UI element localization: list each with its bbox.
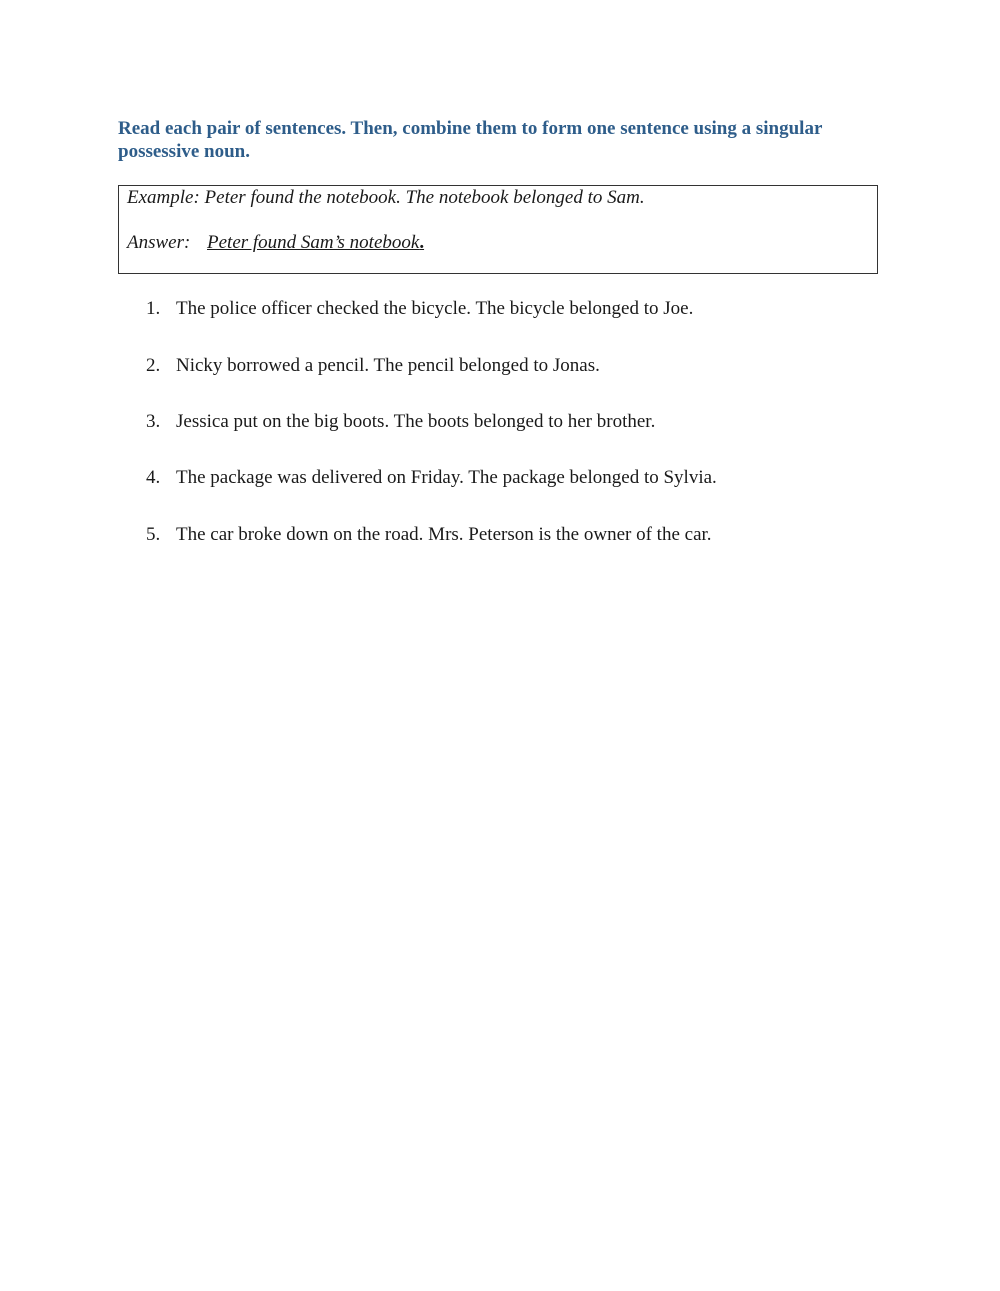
question-number: 5. — [146, 524, 161, 545]
example-answer — [127, 231, 424, 255]
question-text: The police officer checked the bicycle. The bicycle belonged to Joe. — [176, 298, 694, 319]
question-text: The package was delivered on Friday. The package belonged to Sylvia. — [176, 467, 717, 488]
answer-period: . — [419, 232, 425, 253]
question-text: Jessica put on the big boots. The boots belonged to her brother. — [176, 411, 656, 432]
question-item — [146, 466, 717, 490]
example-box — [118, 185, 878, 274]
question-text: The car broke down on the road. Mrs. Peterson is the owner of the car. — [176, 524, 712, 545]
question-item — [146, 410, 655, 434]
answer-text: Peter found Sam’s notebook — [207, 232, 420, 253]
instructions-heading: Read each pair of sentences. Then, combine them to form one sentence using a singular possessive noun. — [118, 118, 823, 162]
question-item — [146, 297, 693, 321]
question-item — [146, 354, 600, 378]
question-number: 1. — [146, 298, 161, 319]
answer-label: Answer: — [127, 232, 191, 253]
question-item — [146, 523, 712, 547]
question-number: 4. — [146, 467, 161, 488]
question-text: Nicky borrowed a pencil. The pencil belonged to Jonas. — [176, 355, 600, 376]
question-number: 3. — [146, 411, 161, 432]
question-number: 2. — [146, 355, 161, 376]
example-sentence: Example: Peter found the notebook. The notebook belonged to Sam. — [127, 187, 645, 208]
